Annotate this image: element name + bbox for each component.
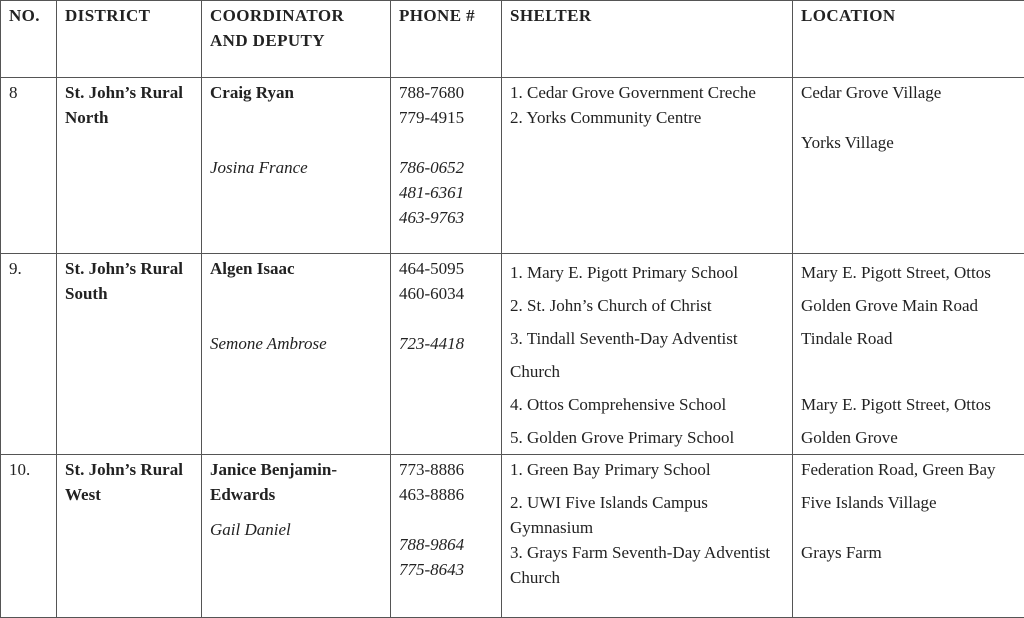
location-item: Federation Road, Green Bay: [801, 457, 1016, 490]
location-cell: [793, 78, 1024, 254]
shelter-cell: [502, 78, 793, 254]
header-district: DISTRICT: [57, 1, 202, 78]
shelter-item: 5. Golden Grove Primary School: [510, 421, 784, 454]
location-item: Mary E. Pigott Street, Ottos: [801, 388, 1016, 421]
header-coordinator: COORDINATOR AND DEPUTY: [202, 1, 391, 78]
table-row: [1, 254, 1024, 455]
location-item: Tindale Road: [801, 322, 1016, 355]
shelter-item: 3. Grays Farm Seventh-Day Adventist Church: [510, 540, 784, 590]
header-row: [1, 1, 1024, 78]
location-item: Five Islands Village: [801, 490, 1016, 515]
phone-number: 775-8643: [399, 557, 493, 582]
phone-number: 460-6034: [399, 281, 493, 306]
phone-number: 723-4418: [399, 331, 493, 356]
header-location: LOCATION: [793, 1, 1024, 78]
shelter-cell: [502, 254, 793, 455]
row-number: 9.: [1, 254, 57, 455]
phone-number: 786-0652: [399, 155, 493, 180]
location-item: Golden Grove Main Road: [801, 289, 1016, 322]
shelter-item: 4. Ottos Comprehensive School: [510, 388, 784, 421]
shelter-item: 3. Tindall Seventh-Day Adventist: [510, 322, 784, 355]
shelter-item: 2. UWI Five Islands Campus Gymnasium: [510, 490, 784, 540]
phone-cell: [391, 455, 502, 618]
shelter-item: 2. Yorks Community Centre: [510, 105, 784, 130]
phone-number: 463-9763: [399, 205, 493, 230]
phone-number: 788-9864: [399, 532, 493, 557]
shelter-item: 1. Cedar Grove Government Creche: [510, 80, 784, 105]
phone-number: 773-8886: [399, 457, 493, 482]
phone-number: 464-5095: [399, 256, 493, 281]
row-number: 8: [1, 78, 57, 254]
deputy-name: Semone Ambrose: [210, 331, 382, 356]
table-row: [1, 455, 1024, 618]
header-phone: PHONE #: [391, 1, 502, 78]
table-row: [1, 78, 1024, 254]
coordinator-cell: [202, 455, 391, 618]
location-item: Grays Farm: [801, 540, 1016, 565]
shelter-item: 1. Mary E. Pigott Primary School: [510, 256, 784, 289]
shelter-cell: [502, 455, 793, 618]
phone-cell: [391, 78, 502, 254]
shelter-item: 2. St. John’s Church of Christ: [510, 289, 784, 322]
deputy-name: Josina France: [210, 155, 382, 180]
coordinator-name: Algen Isaac: [210, 256, 382, 281]
deputy-name: Gail Daniel: [210, 517, 382, 542]
district-name: St. John’s Rural North: [57, 78, 202, 254]
shelter-item: Church: [510, 355, 784, 388]
phone-number: 463-8886: [399, 482, 493, 507]
coordinator-cell: [202, 78, 391, 254]
coordinator-cell: [202, 254, 391, 455]
location-item: Mary E. Pigott Street, Ottos: [801, 256, 1016, 289]
phone-cell: [391, 254, 502, 455]
location-item: Cedar Grove Village: [801, 80, 1016, 105]
phone-number: 481-6361: [399, 180, 493, 205]
location-item: Yorks Village: [801, 130, 1016, 155]
district-name: St. John’s Rural South: [57, 254, 202, 455]
phone-number: 779-4915: [399, 105, 493, 130]
coordinator-name: Craig Ryan: [210, 80, 382, 105]
district-name: St. John’s Rural West: [57, 455, 202, 618]
location-cell: [793, 455, 1024, 618]
coordinator-name: Janice Benjamin-Edwards: [210, 457, 382, 507]
location-item: Golden Grove: [801, 421, 1016, 454]
shelter-item: 1. Green Bay Primary School: [510, 457, 784, 490]
header-no: NO.: [1, 1, 57, 78]
row-number: 10.: [1, 455, 57, 618]
phone-number: 788-7680: [399, 80, 493, 105]
header-shelter: SHELTER: [502, 1, 793, 78]
location-cell: [793, 254, 1024, 455]
